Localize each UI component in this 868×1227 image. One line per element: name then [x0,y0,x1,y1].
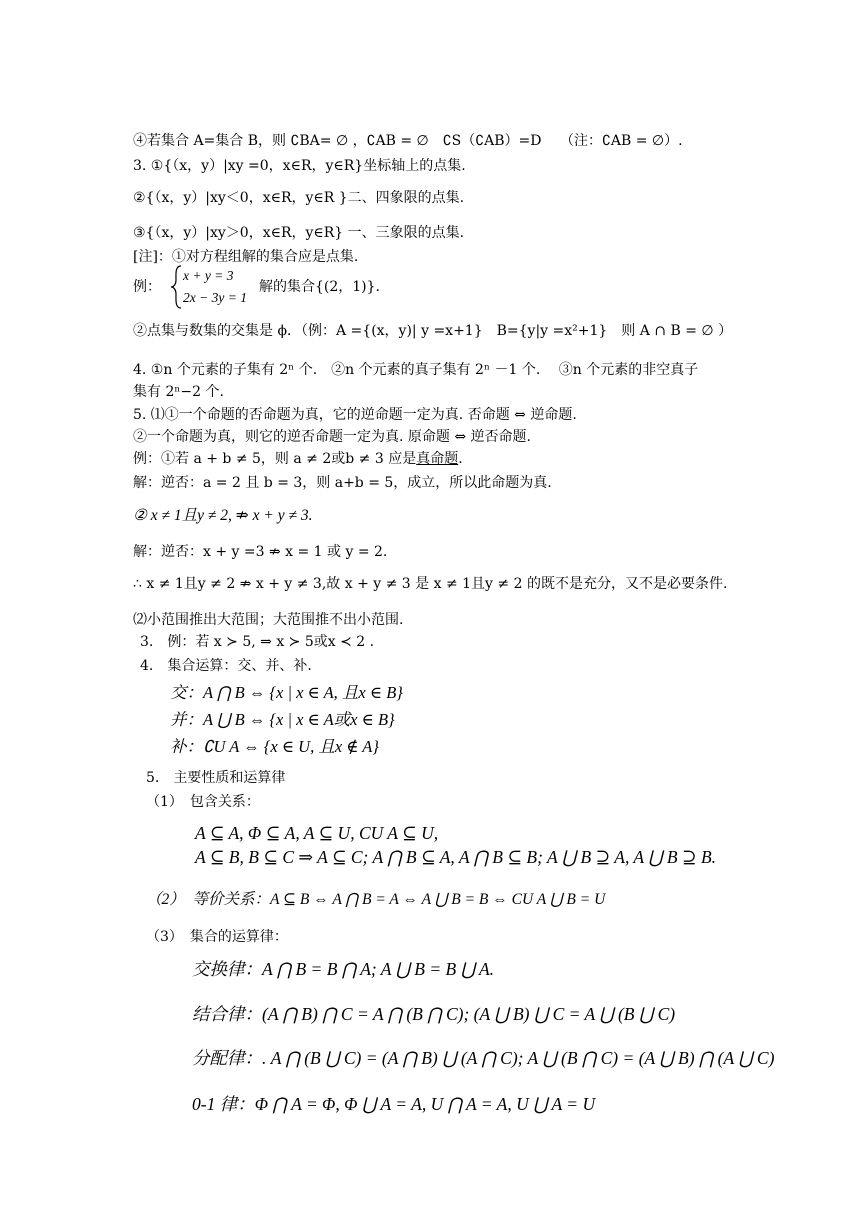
text-span: . [458,451,463,467]
text-line: ∴ x ≠ 1且y ≠ 2 ⇏ x + y ≠ 3,故 x + y ≠ 3 是 x ≠ 1且y ≠ 2 的既不是充分，又不是必要条件. [133,576,728,592]
text-line: 集有 2ⁿ−2 个. [133,384,224,400]
math-line: ② x ≠ 1且y ≠ 2, ⇏ x + y ≠ 3. [133,507,313,524]
math-line: A ⊆ A, Φ ⊆ A, A ⊆ U, CU A ⊆ U, [195,823,439,843]
text-line: [注]：①对方程组解的集合应是点集. [133,249,359,265]
text-line: ②{（x，y）|xy＜0，x∈R，y∈R }二、四象限的点集. [133,190,465,206]
text-line: ④若集合 A=集合 B，则 ∁BA= ∅ ，∁AB = ∅ ∁S（∁AB）=D （注：∁AB = ∅）. [133,133,683,149]
text-line: 4. ①n 个元素的子集有 2ⁿ 个. ②n 个元素的真子集有 2ⁿ －1 个. ③n 个元素的非空真子 [133,362,699,378]
example-label: 例： [133,279,161,295]
associative-law: 结合律：(A ⋂ B) ⋂ C = A ⋂ (B ⋂ C); (A ⋃ B) ⋃ C = A ⋃ (B ⋃ C) [192,1004,676,1024]
math-line: A ⊆ B, B ⊆ C ⇒ A ⊆ C; A ⋂ B ⊆ A, A ⋂ B ⊆ B; A ⋃ B ⊇ A, A ⋃ B ⊇ B. [195,847,717,867]
intersection-definition: 交：A ⋂ B ⇔ {x | x ∈ A, 且x ∈ B} [170,683,403,702]
equivalence-relation: （2） 等价关系：A ⊆ B ⇔ A ⋂ B = A ⇔ A ⋃ B = B ⇔ CU A ⋃ B = U [146,891,606,908]
text-span: 例：①若 a + b ≠ 5，则 a ≠ 2或b ≠ 3 应是 [133,451,417,467]
text-line: ⑵小范围推出大范围；大范围推不出小范围. [133,612,404,628]
union-definition: 并：A ⋃ B ⇔ {x | x ∈ A或x ∈ B} [170,710,395,729]
section-heading: 5. 主要性质和运算律 [146,770,286,786]
underlined-text: 真命题 [416,451,459,467]
text-line: 3. 例：若 x ≻ 5, ⇒ x ≻ 5或x ≺ 2 . [140,634,375,650]
text-line: 解：逆否：a = 2 且 b = 3，则 a+b = 5，成立，所以此命题为真. [133,475,552,491]
text-line: 3. ①{（x，y）|xy =0，x∈R，y∈R}坐标轴上的点集. [133,158,466,174]
distributive-law: 分配律：. A ⋂ (B ⋃ C) = (A ⋂ B) ⋃ (A ⋂ C); A ⋃ (B ⋂ C) = (A ⋃ B) ⋂ (A ⋃ C) [192,1048,775,1068]
equation-1: x + y = 3 [183,268,234,283]
zero-one-law: 0-1 律：Φ ⋂ A = Φ, Φ ⋃ A = A, U ⋂ A = A, U ⋃ A = U [192,1094,596,1114]
text-line: 解的集合{(2，1)}. [259,279,381,295]
text-line: ②一个命题为真，则它的逆否命题一定为真. 原命题 ⇔ 逆否命题. [133,429,531,445]
commutative-law: 交换律：A ⋂ B = B ⋂ A; A ⋃ B = B ⋃ A. [192,959,495,979]
text-line: ②点集与数集的交集是 ϕ．（例：A ={(x，y)| y =x+1} B={y|y =x²+1} 则 A ∩ B = ∅ ） [133,323,733,339]
text-line: 解：逆否：x + y =3 ⇏ x = 1 或 y = 2. [133,544,388,560]
equation-2: 2x − 3y = 1 [183,290,247,305]
text-line: 4. 集合运算：交、并、补. [140,658,312,674]
text-line [133,449,463,469]
complement-definition: 补：∁U A ⇔ {x ∈ U, 且x ∉ A} [170,737,379,756]
subsection-heading: （3） 集合的运算律： [146,929,288,945]
subsection-heading: （1） 包含关系： [146,794,260,810]
text-line: 5. ⑴①一个命题的否命题为真，它的逆命题一定为真. 否命题 ⇔ 逆命题. [133,407,577,423]
left-brace-icon [170,264,184,310]
text-line: ③{（x，y）|xy＞0，x∈R，y∈R} 一、三象限的点集. [133,225,465,241]
